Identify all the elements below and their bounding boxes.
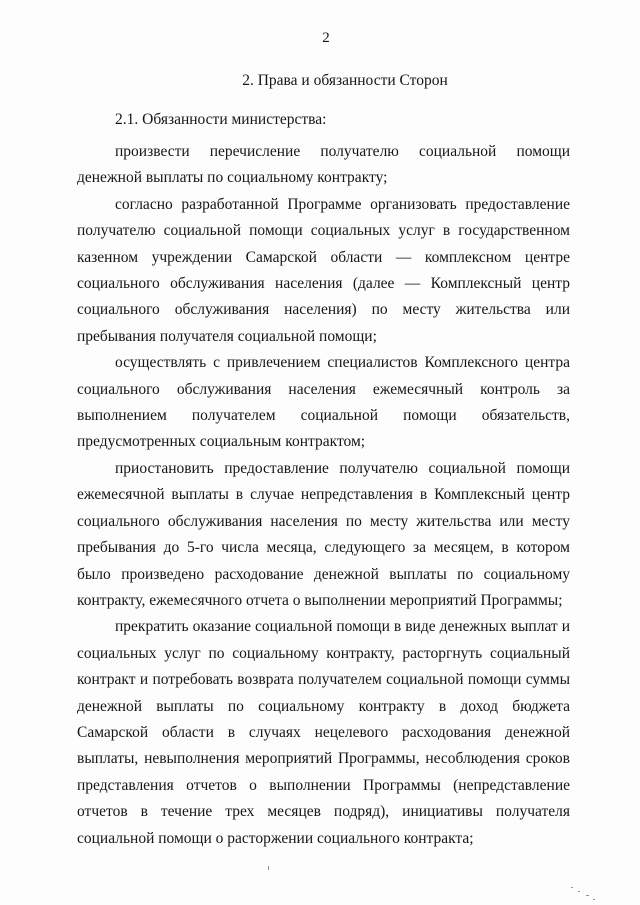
subsection-title: 2.1. Обязанности министерства: (115, 111, 327, 128)
scan-speck (268, 866, 269, 870)
scan-speck (578, 891, 580, 892)
paragraph-terminate-contract: прекратить оказание социальной помощи в виде денежных выплат и социальных услуг по социальному контракту, расторгнуть социальный контракт и потребовать возврата получателем социальной помощи суммы денежной выплаты по социальному контракту в доход бюджета Самарской области в случаях нецелевого расходования денежной выплаты, невыполнения мероприятий Программы, несоблюдения сроков представления отчетов о выполнении Программы (непредставление отчетов в течение трех месяцев подряд), инициативы получателя социальной помощи о расторжении социального контракта; (77, 618, 570, 847)
paragraph-monthly-control: осуществлять с привлечением специалистов Комплексного центра социального обслуживания населения ежемесячный контроль за выполнением получателем социальной помощи обязательств, предусмотренных социальным контрактом; (77, 354, 570, 451)
paragraph-suspend-payment: приостановить предоставление получателю социальной помощи ежемесячной выплаты в случае непредставления в Комплексный центр социального обслуживания населения по месту жительства или месту пребывания до 5-го числа месяца, следующего за месяцем, в котором было произведено расходование денежной выплаты по социальному контракту, ежемесячного отчета о выполнении мероприятий Программы; (77, 459, 570, 609)
paragraph-transfer-payment: произвести перечисление получателю социальной помощи денежной выплаты по социальному контракту; (77, 143, 570, 187)
paragraph-organize-services: согласно разработанной Программе организовать предоставление получателю социальной помощи социальных услуг в государственном казенном учреждении Самарской области — комплексном центре социального обслуживания населения (далее — Комплексный центр социального обслуживания населения) по месту жительства или пребывания получателя социальной помощи; (77, 195, 570, 345)
body-text (77, 139, 570, 852)
scan-speck (593, 899, 595, 900)
section-title: 2. Права и обязанности Сторон (242, 72, 448, 89)
page-number: 2 (322, 30, 330, 46)
scan-speck (571, 887, 573, 888)
scan-speck (586, 895, 589, 896)
